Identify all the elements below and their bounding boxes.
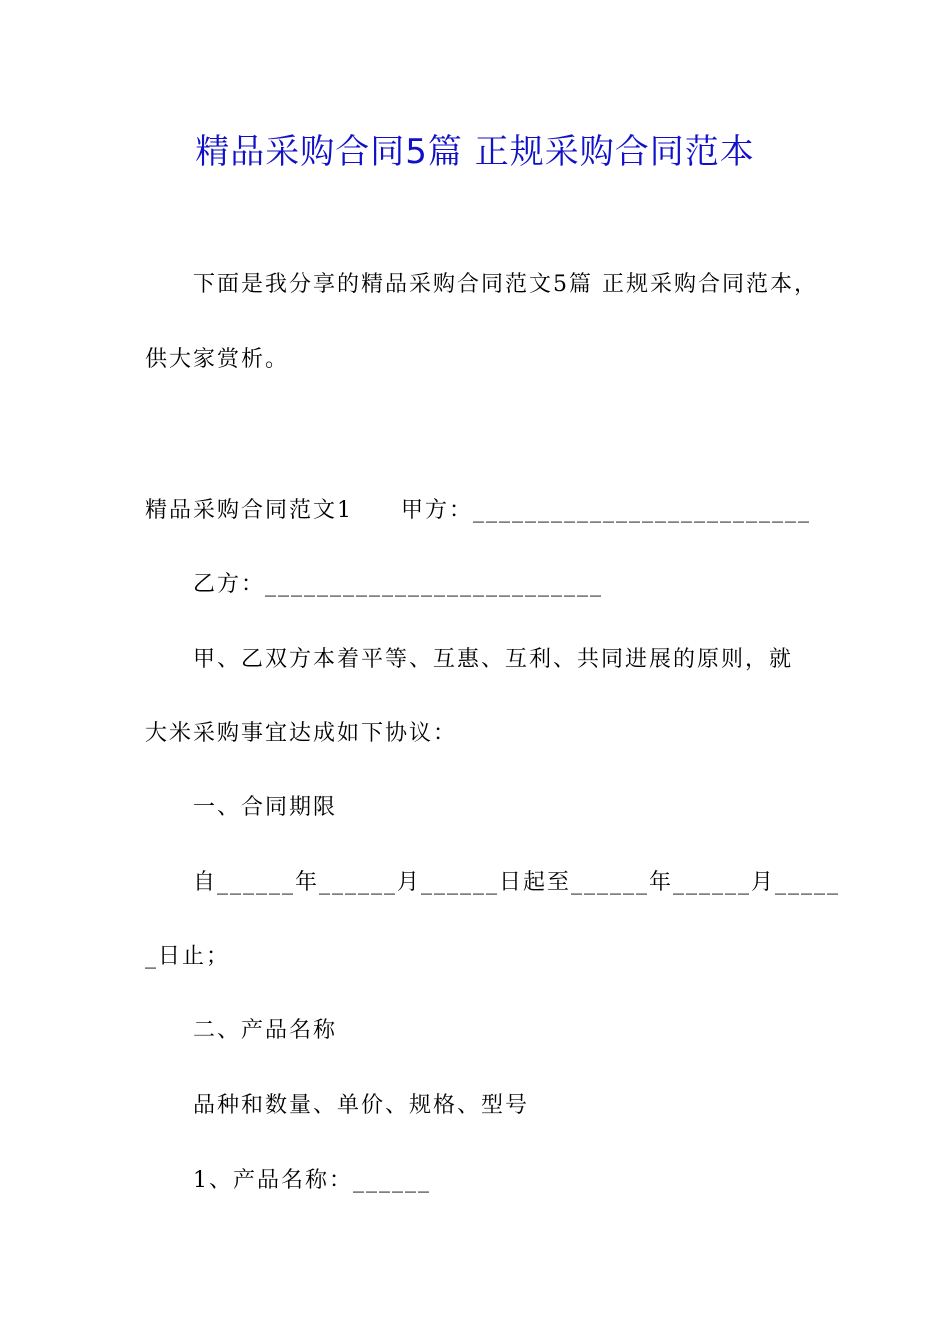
document-title: 精品采购合同5篇 正规采购合同范本 xyxy=(195,132,755,172)
intro-line-1: 下面是我分享的精品采购合同范文5篇 正规采购合同范本， xyxy=(193,272,818,297)
term-line-2: _日止； xyxy=(145,944,231,969)
principle-line-1: 甲、乙双方本着平等、互惠、互利、共同进展的原则，就 xyxy=(193,647,794,672)
party-b-line: 乙方：__________________________ xyxy=(193,572,604,597)
section-heading-product: 二、产品名称 xyxy=(193,1018,338,1043)
intro-line-2: 供大家赏析。 xyxy=(145,347,290,372)
section-heading-term: 一、合同期限 xyxy=(193,795,338,820)
product-name-line: 1、产品名称：______ xyxy=(193,1168,431,1193)
contract-heading-party-a: 精品采购合同范文1 甲方：__________________________ xyxy=(145,498,811,523)
principle-line-2: 大米采购事宜达成如下协议： xyxy=(145,721,458,746)
term-line-1: 自______年______月______日起至______年______月_____ xyxy=(193,870,841,895)
product-specs-line: 品种和数量、单价、规格、型号 xyxy=(193,1093,530,1118)
